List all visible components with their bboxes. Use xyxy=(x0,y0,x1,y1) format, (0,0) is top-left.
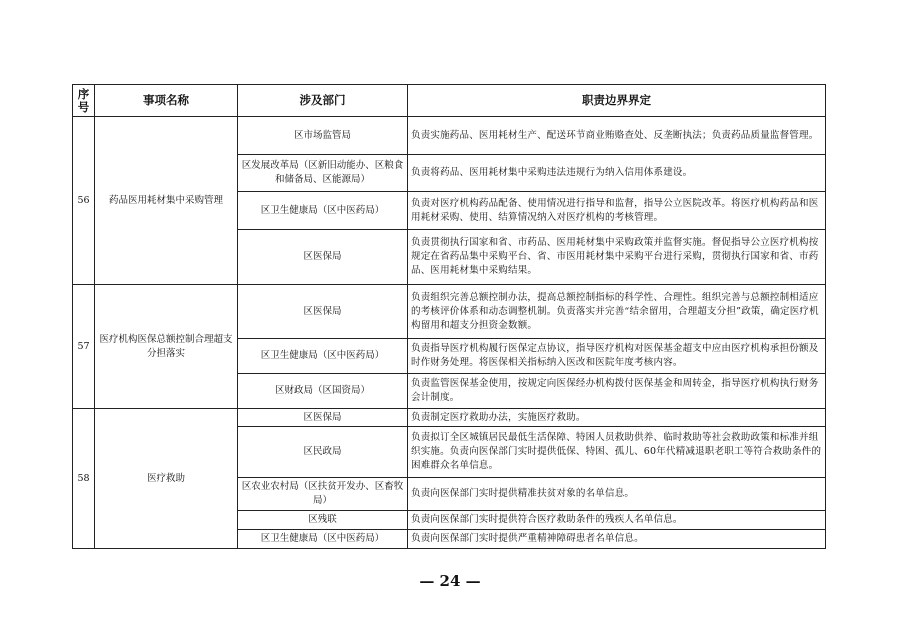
table-row xyxy=(73,285,826,339)
duty-description: 负责向医保部门实时提供精准扶贫对象的名单信息。 xyxy=(408,478,826,511)
row-number: 57 xyxy=(73,285,95,409)
department: 区医保局 xyxy=(238,409,408,427)
duty-boundary-table xyxy=(72,84,826,549)
duty-description: 负责向医保部门实时提供符合医疗救助条件的残疾人名单信息。 xyxy=(408,511,826,530)
duty-description: 负责向医保部门实时提供严重精神障碍患者名单信息。 xyxy=(408,530,826,549)
department: 区卫生健康局（区中医药局） xyxy=(238,530,408,549)
duty-description: 负责监管医保基金使用，按规定向医保经办机构拨付医保基金和周转金，指导医疗机构执行财务会计制度。 xyxy=(408,374,826,409)
duty-description: 负责对医疗机构药品配备、使用情况进行指导和监督，指导公立医院改革。将医疗机构药品和医用耗材采购、使用、结算情况纳入对医疗机构的考核管理。 xyxy=(408,192,826,230)
item-name: 药品医用耗材集中采购管理 xyxy=(95,117,238,285)
department: 区医保局 xyxy=(238,230,408,285)
department: 区医保局 xyxy=(238,285,408,339)
duty-description: 负责贯彻执行国家和省、市药品、医用耗材集中采购政策并监督实施。督促指导公立医疗机构按规定在省药品集中采购平台、省、市医用耗材集中采购平台进行采购，贯彻执行国家和省、市药品、医用耗材集中采购结果。 xyxy=(408,230,826,285)
page-number: — 24 — xyxy=(419,572,481,590)
header-no: 序号 xyxy=(73,85,95,117)
duty-description: 负责指导医疗机构履行医保定点协议，指导医疗机构对医保基金超支中应由医疗机构承担份额及时作财务处理。将医保相关指标纳入医改和医院年度考核内容。 xyxy=(408,339,826,374)
duty-description: 负责将药品、医用耗材集中采购违法违规行为纳入信用体系建设。 xyxy=(408,155,826,192)
duty-description: 负责拟订全区城镇居民最低生活保障、特困人员救助供养、临时救助等社会救助政策和标准并组织实施。负责向医保部门实时提供低保、特困、孤儿、60年代精减退职老职工等符合救助条件的困难群众名单信息。 xyxy=(408,427,826,478)
item-name: 医疗机构医保总额控制合理超支分担落实 xyxy=(95,285,238,409)
header-dept: 涉及部门 xyxy=(238,85,408,117)
duty-description: 负责实施药品、医用耗材生产、配送环节商业贿赂查处、反垄断执法；负责药品质量监督管理。 xyxy=(408,117,826,155)
department: 区卫生健康局（区中医药局） xyxy=(238,192,408,230)
table-row xyxy=(73,117,826,155)
department: 区卫生健康局（区中医药局） xyxy=(238,339,408,374)
department: 区发展改革局（区新旧动能办、区粮食和储备局、区能源局） xyxy=(238,155,408,192)
department: 区财政局（区国资局） xyxy=(238,374,408,409)
row-number: 58 xyxy=(73,409,95,549)
department: 区残联 xyxy=(238,511,408,530)
department: 区民政局 xyxy=(238,427,408,478)
department: 区市场监管局 xyxy=(238,117,408,155)
table-row xyxy=(73,409,826,427)
duty-description: 负责制定医疗救助办法，实施医疗救助。 xyxy=(408,409,826,427)
row-number: 56 xyxy=(73,117,95,285)
item-name: 医疗救助 xyxy=(95,409,238,549)
table-header-row xyxy=(73,85,826,117)
header-duty: 职责边界界定 xyxy=(408,85,826,117)
duty-description: 负责组织完善总额控制办法，提高总额控制指标的科学性、合理性。组织完善与总额控制相适应的考核评价体系和动态调整机制。负责落实并完善“结余留用，合理超支分担”政策，确定医疗机构留用和超支分担资金数额。 xyxy=(408,285,826,339)
header-item: 事项名称 xyxy=(95,85,238,117)
department: 区农业农村局（区扶贫开发办、区畜牧局） xyxy=(238,478,408,511)
